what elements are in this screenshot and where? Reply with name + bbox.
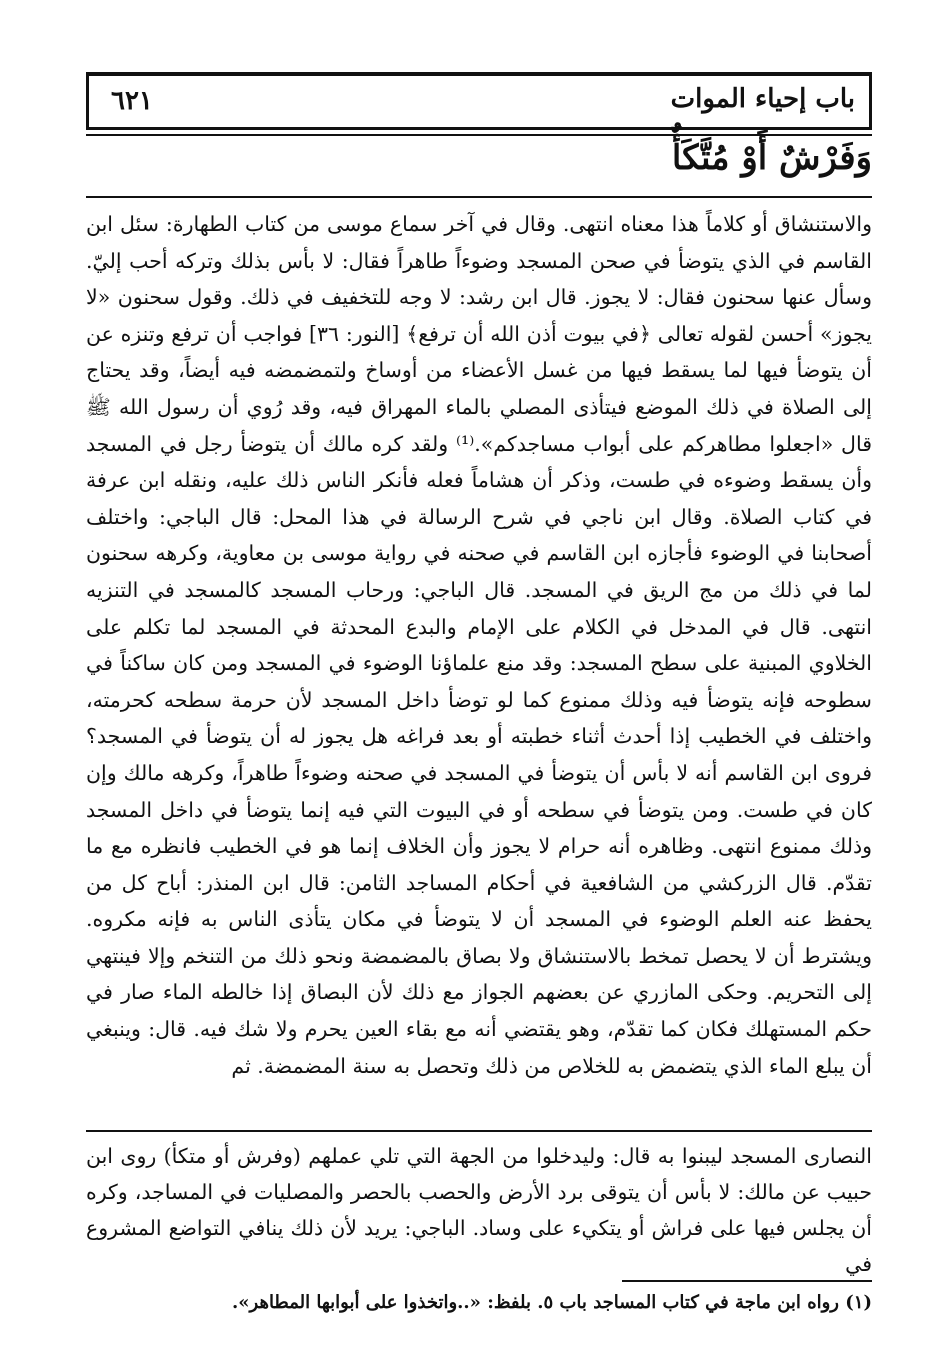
commentary-text: والاستنشاق أو كلاماً هذا معناه انتهى. وقال في آخر سماع موسى من كتاب الطهارة: سئل ابن القاسم في الذي يتوضأ في صحن المسجد وضوءاً طاهراً فقال: لا بأس بذلك وتركه أحب إليّ. وسأل عنها سحنون فقال: لا يجوز. قال ابن رشد: لا وجه للتخفيف في ذلك. وقول سحنون «لا يجوز» أحسن لقوله تعالى ﴿في بيوت أذن الله أن ترفع﴾ [النور: ٣٦] فواجب أن ترفع وتنزه عن أن يتوضأ فيها لما يسقط فيها من غسل الأعضاء من أوساخ ولتمضمضه فيه أيضاً، وقد يحتاج إلى الصلاة في ذلك الموضع فيتأذى المصلي بالماء المهراق فيه، وقد رُوي أن رسول الله ﷺ قال «اجعلوا مطاهركم على أبواب مساجدكم».⁽¹⁾ ولقد كره مالك أن يتوضأ رجل في المسجد وأن يسقط وضوءه في طست، وذكر أن هشاماً فعله فأنكر الناس ذلك عليه، ونقله ابن عرفة في كتاب الصلاة. وقال ابن ناجي في شرح الرسالة في هذا المحل: قال الباجي: واختلف أصحابنا في الوضوء فأجازه ابن القاسم في صحنه في رواية موسى بن معاوية، وكرهه سحنون لما في ذلك من مج الريق في المسجد. قال الباجي: ورحاب المسجد كالمسجد في التنزيه انتهى. قال في المدخل في الكلام على الإمام والبدع المحدثة في المسجد لما تكلم على الخلاوي المبنية على سطح المسجد: وقد منع علماؤنا الوضوء في المسجد ومن كان ساكناً في سطوحه فإنه يتوضأ فيه وذلك ممنوع كما لو توضأ داخل المسجد لأن حرمة سطحه كحرمته، واختلف في الخطيب إذا أحدث أثناء خطبته أو بعد فراغه هل يجوز له أن يتوضأ في المسجد؟ فروى ابن القاسم أنه لا بأس أن يتوضأ في المسجد في صحنه وضوءاً طاهراً، وكرهه مالك وإن كان في طست. ومن يتوضأ في سطحه أو في البيوت التي فيه إنما يتوضأ في داخل المسجد وذلك ممنوع انتهى. وظاهره أنه حرام لا يجوز وأن الخلاف إنما هو في الخطيب فانظره مع ما تقدّم. قال الزركشي من الشافعية في أحكام المساجد الثامن: قال ابن المنذر: أباح كل من يحفظ عنه العلم الوضوء في المسجد أن لا يتوضأ في مكان يتأذى الناس به فإنه مكروه. ويشترط أن لا يحصل تمخط بالاستنشاق ولا بصاق بالمضمضة ونحو ذلك من التنخم وإلا فينتهي إلى التحريم. وحكى المازري عن بعضهم الجواز مع ذلك لأن البصاق إذا خالطه الماء صار في حكم المستهلك فكان كما تقدّم، وهو يقتضي أنه مع بقاء العين يحرم ولا شك فيه. قال: وينبغي أن يبلع الماء الذي يتضمض به للخلاص من ذلك وتحصل به سنة المضمضة. ثم [86, 212, 872, 1078]
chapter-title: باب إحياء الموات [670, 84, 855, 114]
divider-middle [86, 1130, 872, 1132]
running-header [86, 72, 872, 130]
divider-top [86, 196, 872, 198]
continued-commentary: النصارى المسجد ليبنوا به قال: وليدخلوا من الجهة التي تلي عملهم (وفرش أو متكأ) روى ابن حبيب عن مالك: لا بأس أن يتوقى برد الأرض والحصب بالحصر والمصليات في المساجد، وكره أن يجلس فيها على فراش أو يتكيء على وساد. الباجي: يريد لأن ذلك ينافي التواضع المشروع في [86, 1144, 872, 1276]
page-number: ٦٢١ [111, 86, 153, 116]
matn-text: وَفَرْشٌ أَوْ مُتَّكَأٌ [671, 138, 872, 178]
footnote: (١) رواه ابن ماجة في كتاب المساجد باب ٥. بلفظ: «..واتخذوا على أبوابها المطاهر». [232, 1292, 872, 1313]
footnote-divider [622, 1280, 872, 1282]
